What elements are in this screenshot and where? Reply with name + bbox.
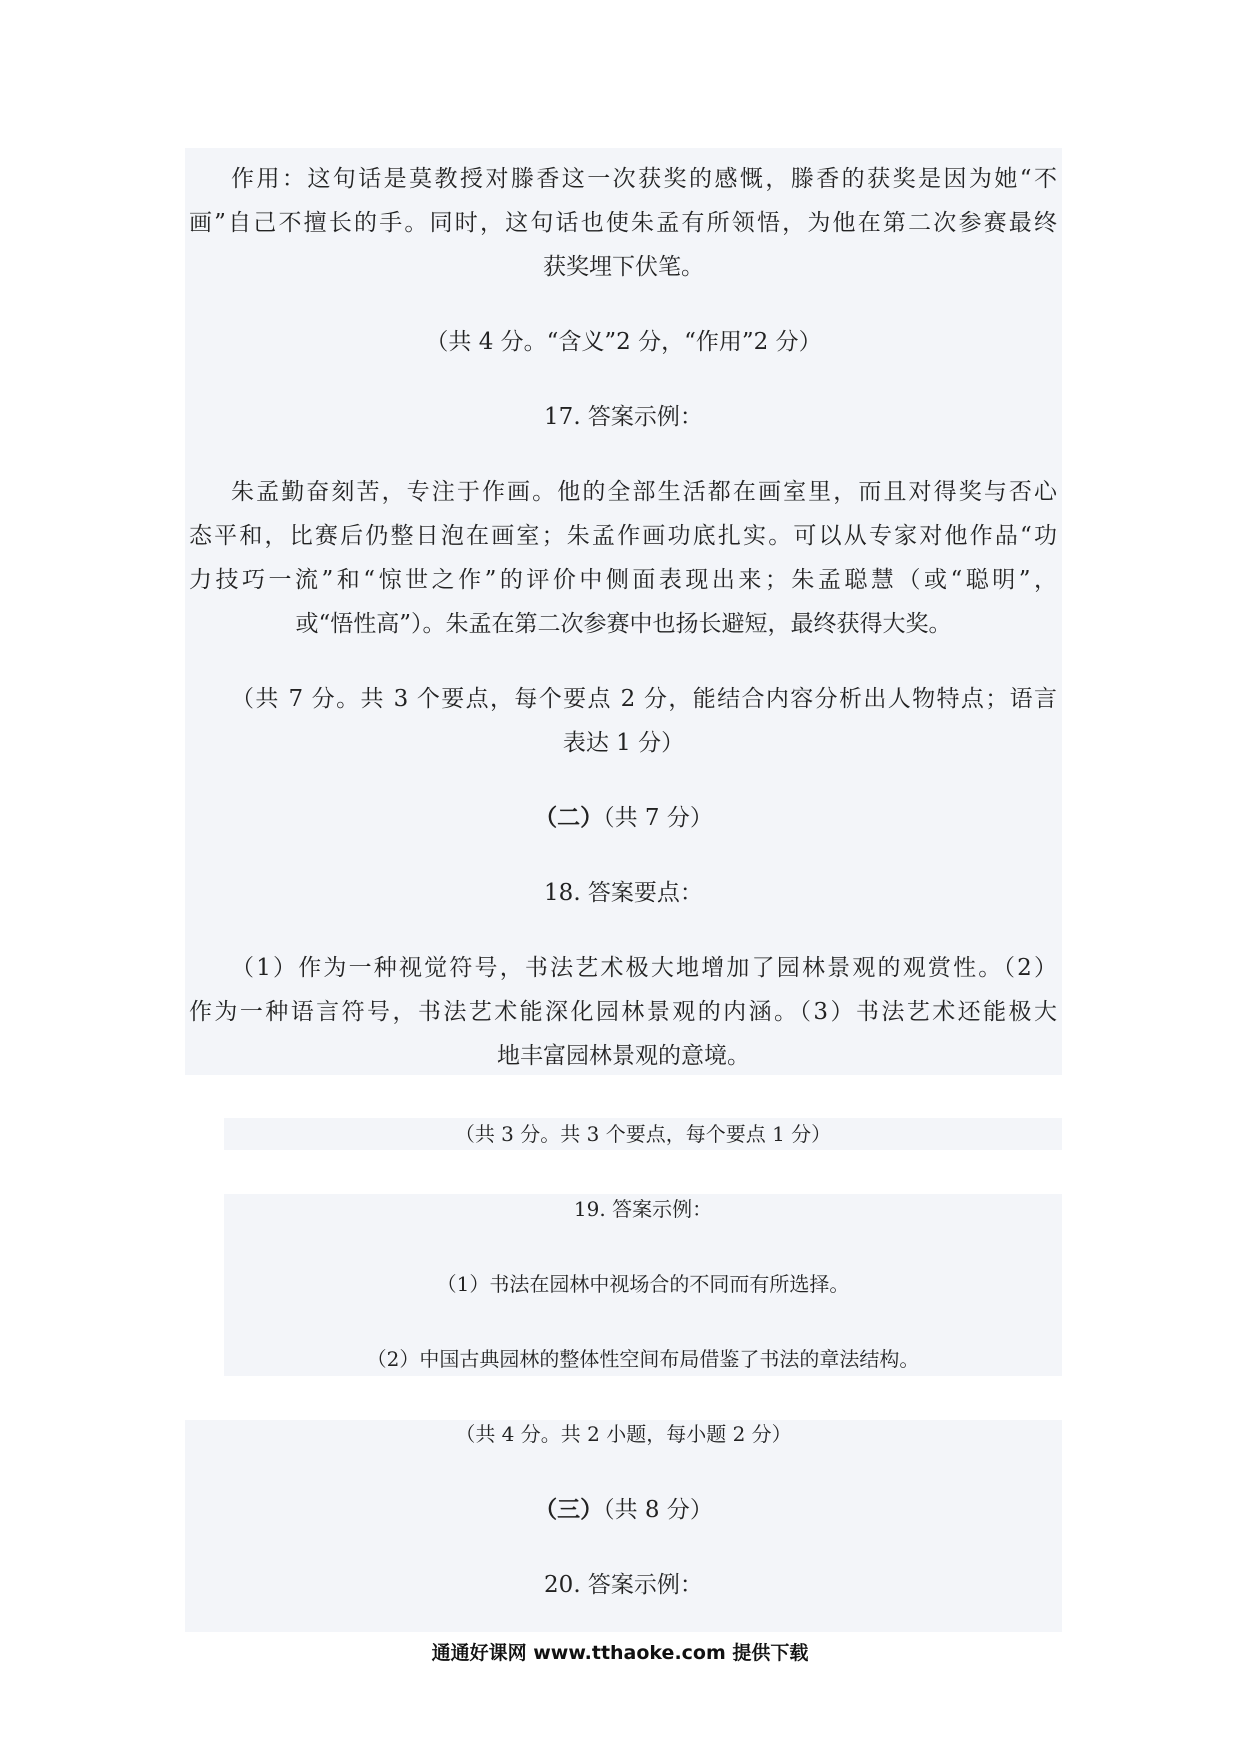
section-score: （共 7 分） bbox=[603, 805, 713, 831]
answer-line: （1）书法在园林中视场合的不同而有所选择。 bbox=[436, 1272, 850, 1296]
section-heading-3 bbox=[185, 1496, 1062, 1524]
question-title-19: 19. 答案示例： bbox=[573, 1197, 713, 1221]
answer-line: （2）中国古典园林的整体性空间布局借鉴了书法的章法结构。 bbox=[366, 1347, 920, 1371]
paragraph-line: 朱孟勤奋刻苦，专注于作画。他的全部生活都在画室里，而且对得奖与否心 bbox=[231, 479, 1057, 505]
score-note: 表达 1 分） bbox=[562, 730, 685, 756]
question-title-20: 20. 答案示例： bbox=[544, 1572, 703, 1598]
shaded-block-4 bbox=[185, 1420, 1062, 1632]
paragraph-line: 力技巧一流”和“惊世之作”的评价中侧面表现出来；朱孟聪慧（或“聪明”， bbox=[189, 567, 1057, 593]
paragraph-line: 作用：这句话是莫教授对滕香这一次获奖的感慨，滕香的获奖是因为她“不 bbox=[231, 166, 1057, 192]
score-note: （共 3 分。共 3 个要点，每个要点 1 分） bbox=[454, 1122, 832, 1146]
section-number: （二） bbox=[534, 804, 604, 831]
paragraph-line: 地丰富园林景观的意境。 bbox=[497, 1043, 750, 1069]
paragraph-line: 作为一种语言符号，书法艺术能深化园林景观的内涵。（3）书法艺术还能极大 bbox=[189, 999, 1057, 1025]
score-note: （共 7 分。共 3 个要点，每个要点 2 分，能结合内容分析出人物特点；语言 bbox=[231, 686, 1057, 712]
paragraph-line: 或“悟性高”）。朱孟在第二次参赛中也扬长避短，最终获得大奖。 bbox=[295, 611, 952, 637]
paragraph-line: 态平和，比赛后仍整日泡在画室；朱孟作画功底扎实。可以从专家对他作品“功 bbox=[189, 523, 1057, 549]
paragraph-line: 获奖埋下伏笔。 bbox=[543, 254, 704, 280]
question-title-18: 18. 答案要点： bbox=[544, 880, 703, 906]
paragraph-line: （1）作为一种视觉符号，书法艺术极大地增加了园林景观的观赏性。（2） bbox=[231, 955, 1057, 981]
score-note: （共 4 分。“含义”2 分，“作用”2 分） bbox=[425, 329, 822, 355]
section-heading-2 bbox=[185, 804, 1062, 832]
score-note: （共 4 分。共 2 小题，每小题 2 分） bbox=[455, 1422, 792, 1446]
paragraph-line: 画”自己不擅长的手。同时，这句话也使朱孟有所领悟，为他在第二次参赛最终 bbox=[189, 210, 1057, 236]
section-number: （三） bbox=[534, 1496, 604, 1523]
question-title-17: 17. 答案示例： bbox=[544, 404, 703, 430]
footer-download-note: 通通好课网 www.tthaoke.com 提供下载 bbox=[431, 1642, 809, 1664]
section-score: （共 8 分） bbox=[603, 1497, 713, 1523]
